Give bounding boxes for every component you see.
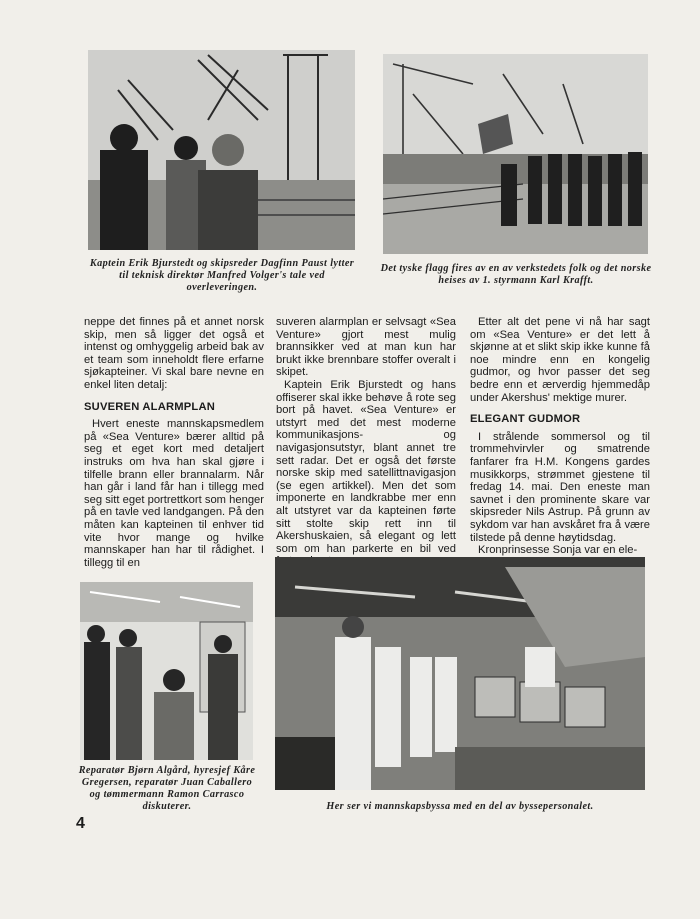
photo-handover-speech — [88, 50, 355, 250]
article-column-3 — [470, 316, 650, 557]
photo-crew-discussion-image — [80, 582, 253, 760]
article-paragraph: Hvert eneste mannskapsmedlem på «Sea Venture» bærer alltid på seg et eget kort med detaljert instruks om hva han skal gjøre i tilfelle brann eller brannalarm. Når han går i land får han i tillegg med seg sitt eget portrettkort som henger på en tavle ved landgangen. På den måten kan kapteinen til enhver tid vite hvor mange og hvilke mannskaper han har til rådighet. I tillegg til en — [84, 418, 264, 569]
photo-caption: Kaptein Erik Bjurstedt og skipsreder Dagfinn Paust lytter til teknisk direktør Manfred Volger's tale ved overleveringen. — [89, 258, 355, 293]
page-number: 4 — [76, 815, 85, 832]
photo-caption: Her ser vi mannskapsbyssa med en del av byssepersonalet. — [326, 801, 594, 812]
article-paragraph: Etter alt det pene vi nå har sagt om «Sea Venture» er det lett å skjønne at et slikt skip ikke kunne få noe mindre enn en kongelig gudmor, og hvor passer det seg bedre enn et ærverdig hjemmedåp under Akershus' mektige murer. — [470, 316, 650, 404]
article-paragraph: neppe det finnes på et annet norsk skip, men så ligger det også et intenst og omhyggelig arbeid bak av et team som inneholdt flere erfarne sjøkapteiner. Vi skal bare nevne en enkel liten detalj: — [84, 316, 264, 391]
photo-crew-discussion — [80, 582, 253, 760]
photo-flag-ceremony — [383, 54, 648, 254]
photo-crew-galley — [275, 557, 645, 790]
article-paragraph: Kaptein Erik Bjurstedt og hans offiserer skal ikke behøve å rote seg bort på havet. «Sea Venture» er utstyrt med det mest moderne kommunikasjons- og navigasjonsutstyr, blant annet tre sett radar. Det er også det første norske skip med satellittnavigasjon (se egen artikkel). Men det som imponerte en landkrabbe mer enn alt utstyret var da kapteinen førte sitt stolte skip rett inn til Akershuskaien, så elegant og lett som om han parkerte en bil ved — [276, 378, 456, 555]
photo-crew-galley-image — [275, 557, 645, 790]
article-column-2 — [276, 316, 456, 568]
photo-handover-speech-image — [88, 50, 355, 250]
article-paragraph: I strålende sommersol og til trommehvirvler og smatrende fanfarer fra H.M. Kongens gardes musikkorps, strømmet gjestene til fredag 14. mai. Den eneste man savnet i den prominente skare var skipsreder Nils Astrup. På grunn av sykdom var han avskåret fra å være tilstede på denne høytidsdag. — [470, 430, 650, 544]
photo-caption: Det tyske flagg fires av en av verkstedets folk og det norske heises av 1. styrmann Karl Krafft. — [380, 263, 652, 286]
article-paragraph: Kronprinsesse Sonja var en ele- — [478, 544, 638, 557]
photo-caption: Reparatør Bjørn Algård, hyresjef Kåre Gregersen, reparatør Juan Caballero og tømmermann Ramon Carrasco diskuterer. — [78, 765, 256, 812]
article-column-1 — [84, 316, 264, 569]
section-heading: SUVEREN ALARMPLAN — [84, 400, 216, 413]
section-heading: ELEGANT GUDMOR — [470, 413, 581, 426]
photo-flag-ceremony-image — [383, 54, 648, 254]
article-paragraph: suveren alarmplan er selvsagt «Sea Venture» gjort mest mulig brannsikker ved at man kun har brukt ikke brennbare stoffer overalt i skipet. — [276, 316, 456, 379]
